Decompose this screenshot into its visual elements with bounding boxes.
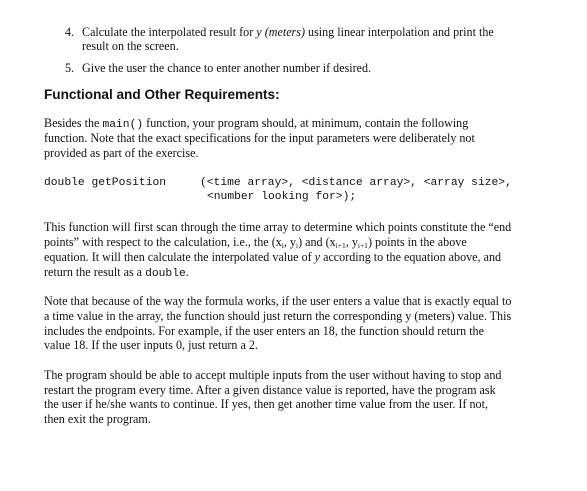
- para1-line-2: function. Note that the exact specifications for the input parameters were deliberately not: [44, 131, 475, 145]
- subscript-i-plus-1: i+1: [335, 241, 346, 250]
- para2-text-b: , y: [283, 235, 296, 249]
- main-function-code: main(): [102, 119, 144, 131]
- subscript-i-2: i: [295, 241, 299, 250]
- para2-line-3-y: y: [314, 250, 321, 264]
- para4-line-2: restart the program every time. After a given distance value is reported, have the program ask: [44, 383, 496, 397]
- para3-line-3: includes the endpoints. For example, if the user enters an 18, the function should return the: [44, 324, 484, 338]
- list-item-4-line-2: result on the screen.: [82, 39, 179, 53]
- list-item-4-number: 4.: [65, 25, 75, 39]
- double-type-code: double: [145, 268, 186, 280]
- list-item-5-number: 5.: [65, 61, 75, 75]
- section-heading: Functional and Other Requirements:: [44, 87, 280, 102]
- list-item-4-meters: (meters): [264, 25, 305, 39]
- para4-line-3: the user if he/she wants to continue. If yes, then get another time value from the user. If not,: [44, 397, 488, 411]
- signature-declaration: double getPosition: [44, 177, 167, 189]
- para3-line-2: a time value in the array, the function should just return the corresponding y (meters) value. This: [44, 309, 512, 323]
- para2-line-2: [44, 235, 467, 250]
- para2-line-3: [44, 250, 501, 265]
- para1-text-post: function, your program should, at minimum, contain the following: [143, 116, 469, 130]
- list-item-4-y: y: [256, 25, 262, 39]
- para2-text-d: , y: [345, 235, 358, 249]
- list-item-4-line-1: [82, 25, 494, 40]
- para3-line-4: value 18. If the user inputs 0, just return a 2.: [44, 338, 258, 352]
- para2-line-3-pre: equation. It will then calculate the interpolated value of: [44, 250, 315, 264]
- list-item-4-text-post: using linear interpolation and print the: [305, 25, 494, 39]
- list-item-5-text: Give the user the chance to enter another number if desired.: [82, 61, 372, 75]
- para1-text-pre: Besides the: [44, 116, 103, 130]
- para2-text-a: points” with respect to the calculation, i.e., the (x: [44, 235, 282, 249]
- signature-params-line-1: (<time array>, <distance array>, <array size>,: [200, 177, 512, 189]
- para4-line-4: then exit the program.: [44, 412, 151, 426]
- para2-text-c: ) and (x: [298, 235, 336, 249]
- para2-text-e: ) points in the above: [367, 235, 467, 249]
- para2-line-3-post: according to the equation above, and: [320, 250, 502, 264]
- list-item-4-text-pre: Calculate the interpolated result for: [82, 25, 257, 39]
- subscript-i: i: [281, 241, 284, 250]
- para2-line-4: [44, 265, 189, 282]
- para1-line-3: provided as part of the exercise.: [44, 146, 199, 160]
- para2-line-4-pre: return the result as a: [44, 265, 146, 279]
- para2-line-1: This function will first scan through the time array to determine which points constitute the “end: [44, 220, 512, 234]
- para3-line-1: Note that because of the way the formula works, if the user enters a value that is exactly equal to: [44, 294, 512, 308]
- para2-line-4-post: .: [185, 265, 189, 279]
- para4-line-1: The program should be able to accept multiple inputs from the user without having to stop and: [44, 368, 502, 382]
- signature-params-line-2: <number looking for>);: [207, 191, 357, 203]
- subscript-i-plus-1-2: i+1: [357, 241, 368, 250]
